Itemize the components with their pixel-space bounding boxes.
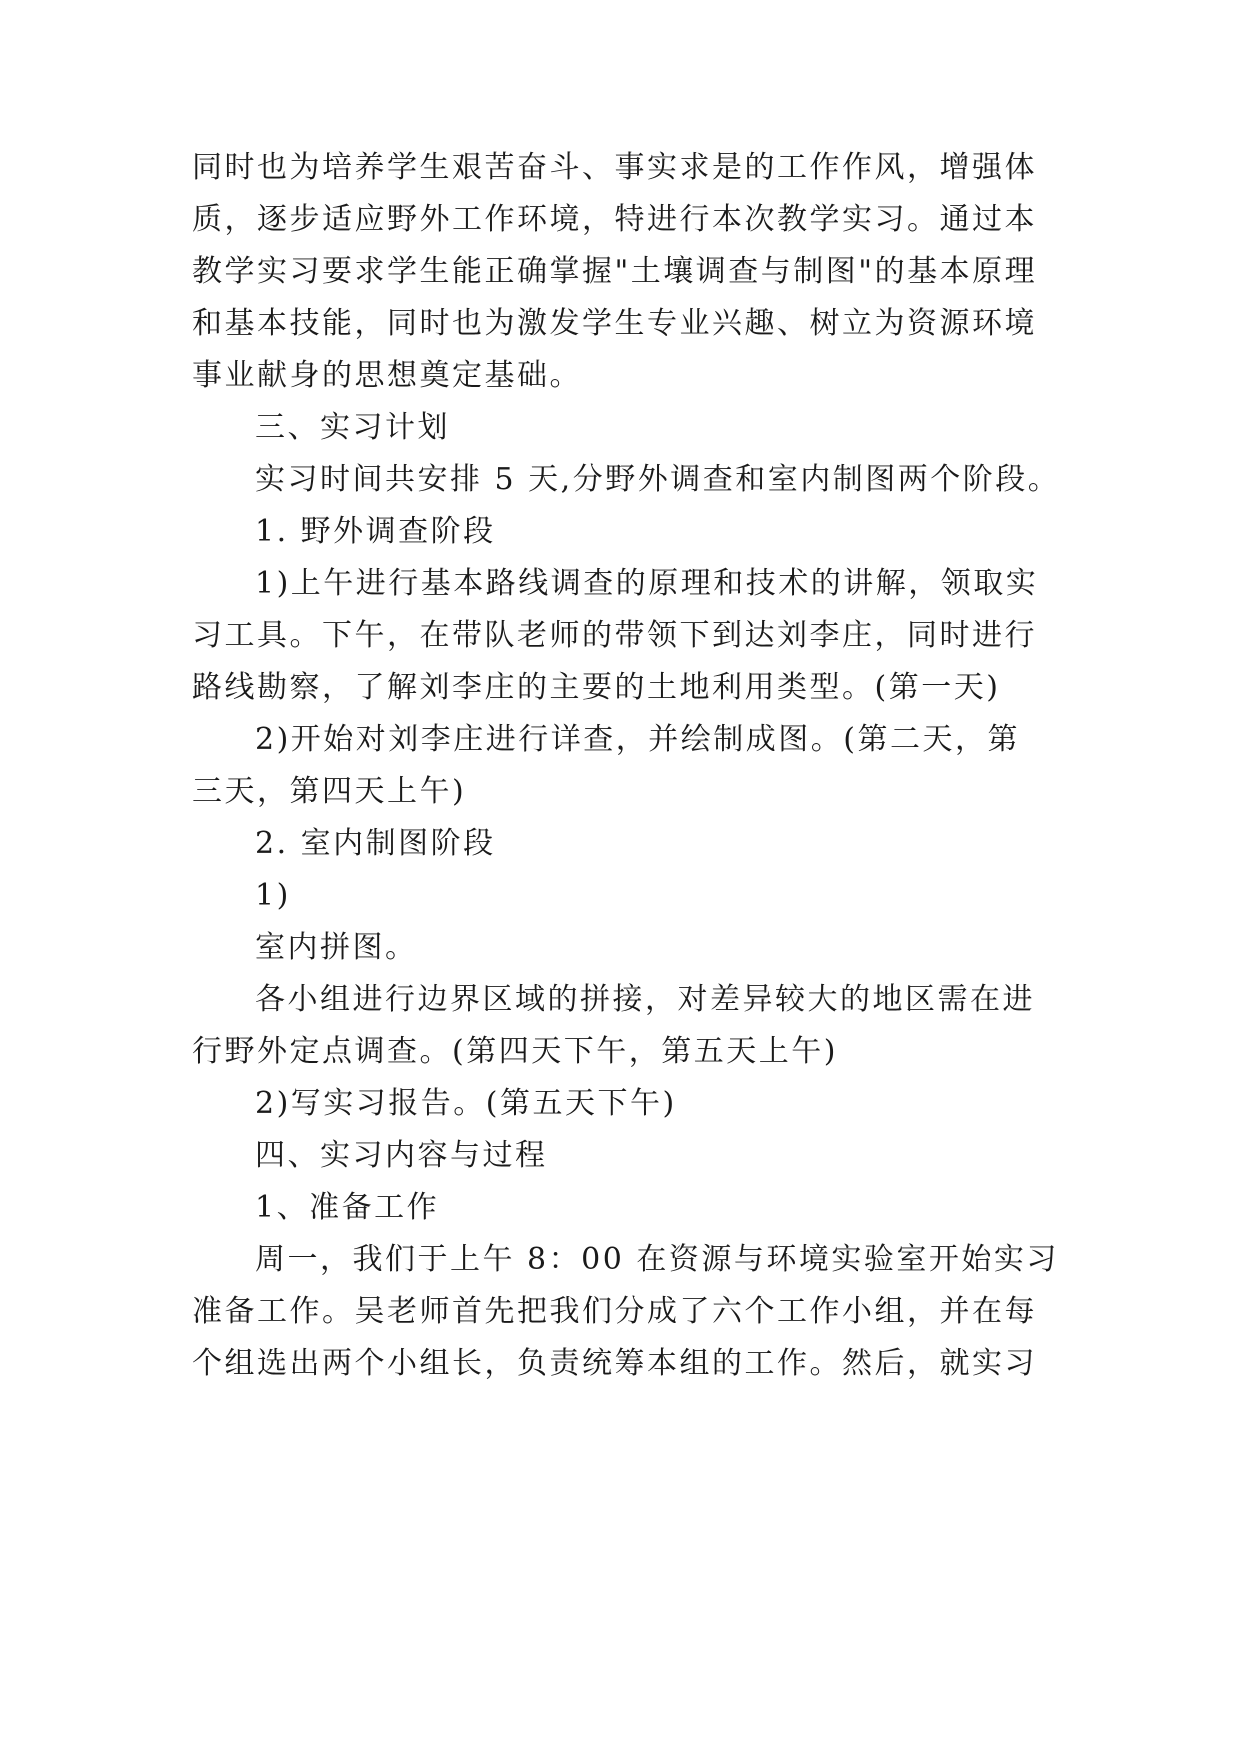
paragraph-line: 各小组进行边界区域的拼接，对差异较大的地区需在进 — [255, 982, 1035, 1017]
section-heading: 四、实习内容与过程 — [255, 1138, 548, 1173]
paragraph-line: 事业献身的思想奠定基础。 — [192, 358, 582, 393]
paragraph-line: 实习时间共安排 5 天,分野外调查和室内制图两个阶段。 — [255, 462, 1061, 497]
paragraph-line: 三天，第四天上午) — [192, 774, 467, 809]
paragraph-line: 准备工作。吴老师首先把我们分成了六个工作小组，并在每 — [192, 1294, 1037, 1329]
subsection-heading: 2. 室内制图阶段 — [255, 826, 496, 861]
paragraph-line: 室内拼图。 — [255, 930, 418, 965]
subsection-heading: 1、准备工作 — [255, 1190, 440, 1225]
paragraph-line: 教学实习要求学生能正确掌握"土壤调查与制图"的基本原理 — [192, 254, 1038, 289]
paragraph-line: 行野外定点调查。(第四天下午，第五天上午) — [192, 1034, 838, 1069]
section-heading: 三、实习计划 — [255, 410, 450, 445]
paragraph-line: 质，逐步适应野外工作环境，特进行本次教学实习。通过本 — [192, 202, 1037, 237]
paragraph-line: 和基本技能，同时也为激发学生专业兴趣、树立为资源环境 — [192, 306, 1037, 341]
paragraph-line: 周一，我们于上午 8：00 在资源与环境实验室开始实习 — [255, 1242, 1059, 1277]
paragraph-line: 个组选出两个小组长，负责统筹本组的工作。然后，就实习 — [192, 1346, 1037, 1381]
subsection-heading: 1. 野外调查阶段 — [255, 514, 496, 549]
paragraph-line: 2)开始对刘李庄进行详查，并绘制成图。(第二天，第 — [255, 722, 1020, 757]
paragraph-line: 同时也为培养学生艰苦奋斗、事实求是的工作作风，增强体 — [192, 150, 1037, 185]
paragraph-line: 路线勘察，了解刘李庄的主要的土地利用类型。(第一天) — [192, 670, 1001, 705]
paragraph-line: 2)写实习报告。(第五天下午) — [255, 1086, 677, 1121]
paragraph-line: 1)上午进行基本路线调查的原理和技术的讲解，领取实 — [255, 566, 1039, 601]
paragraph-line: 1) — [255, 878, 291, 913]
paragraph-line: 习工具。下午，在带队老师的带领下到达刘李庄，同时进行 — [192, 618, 1037, 653]
